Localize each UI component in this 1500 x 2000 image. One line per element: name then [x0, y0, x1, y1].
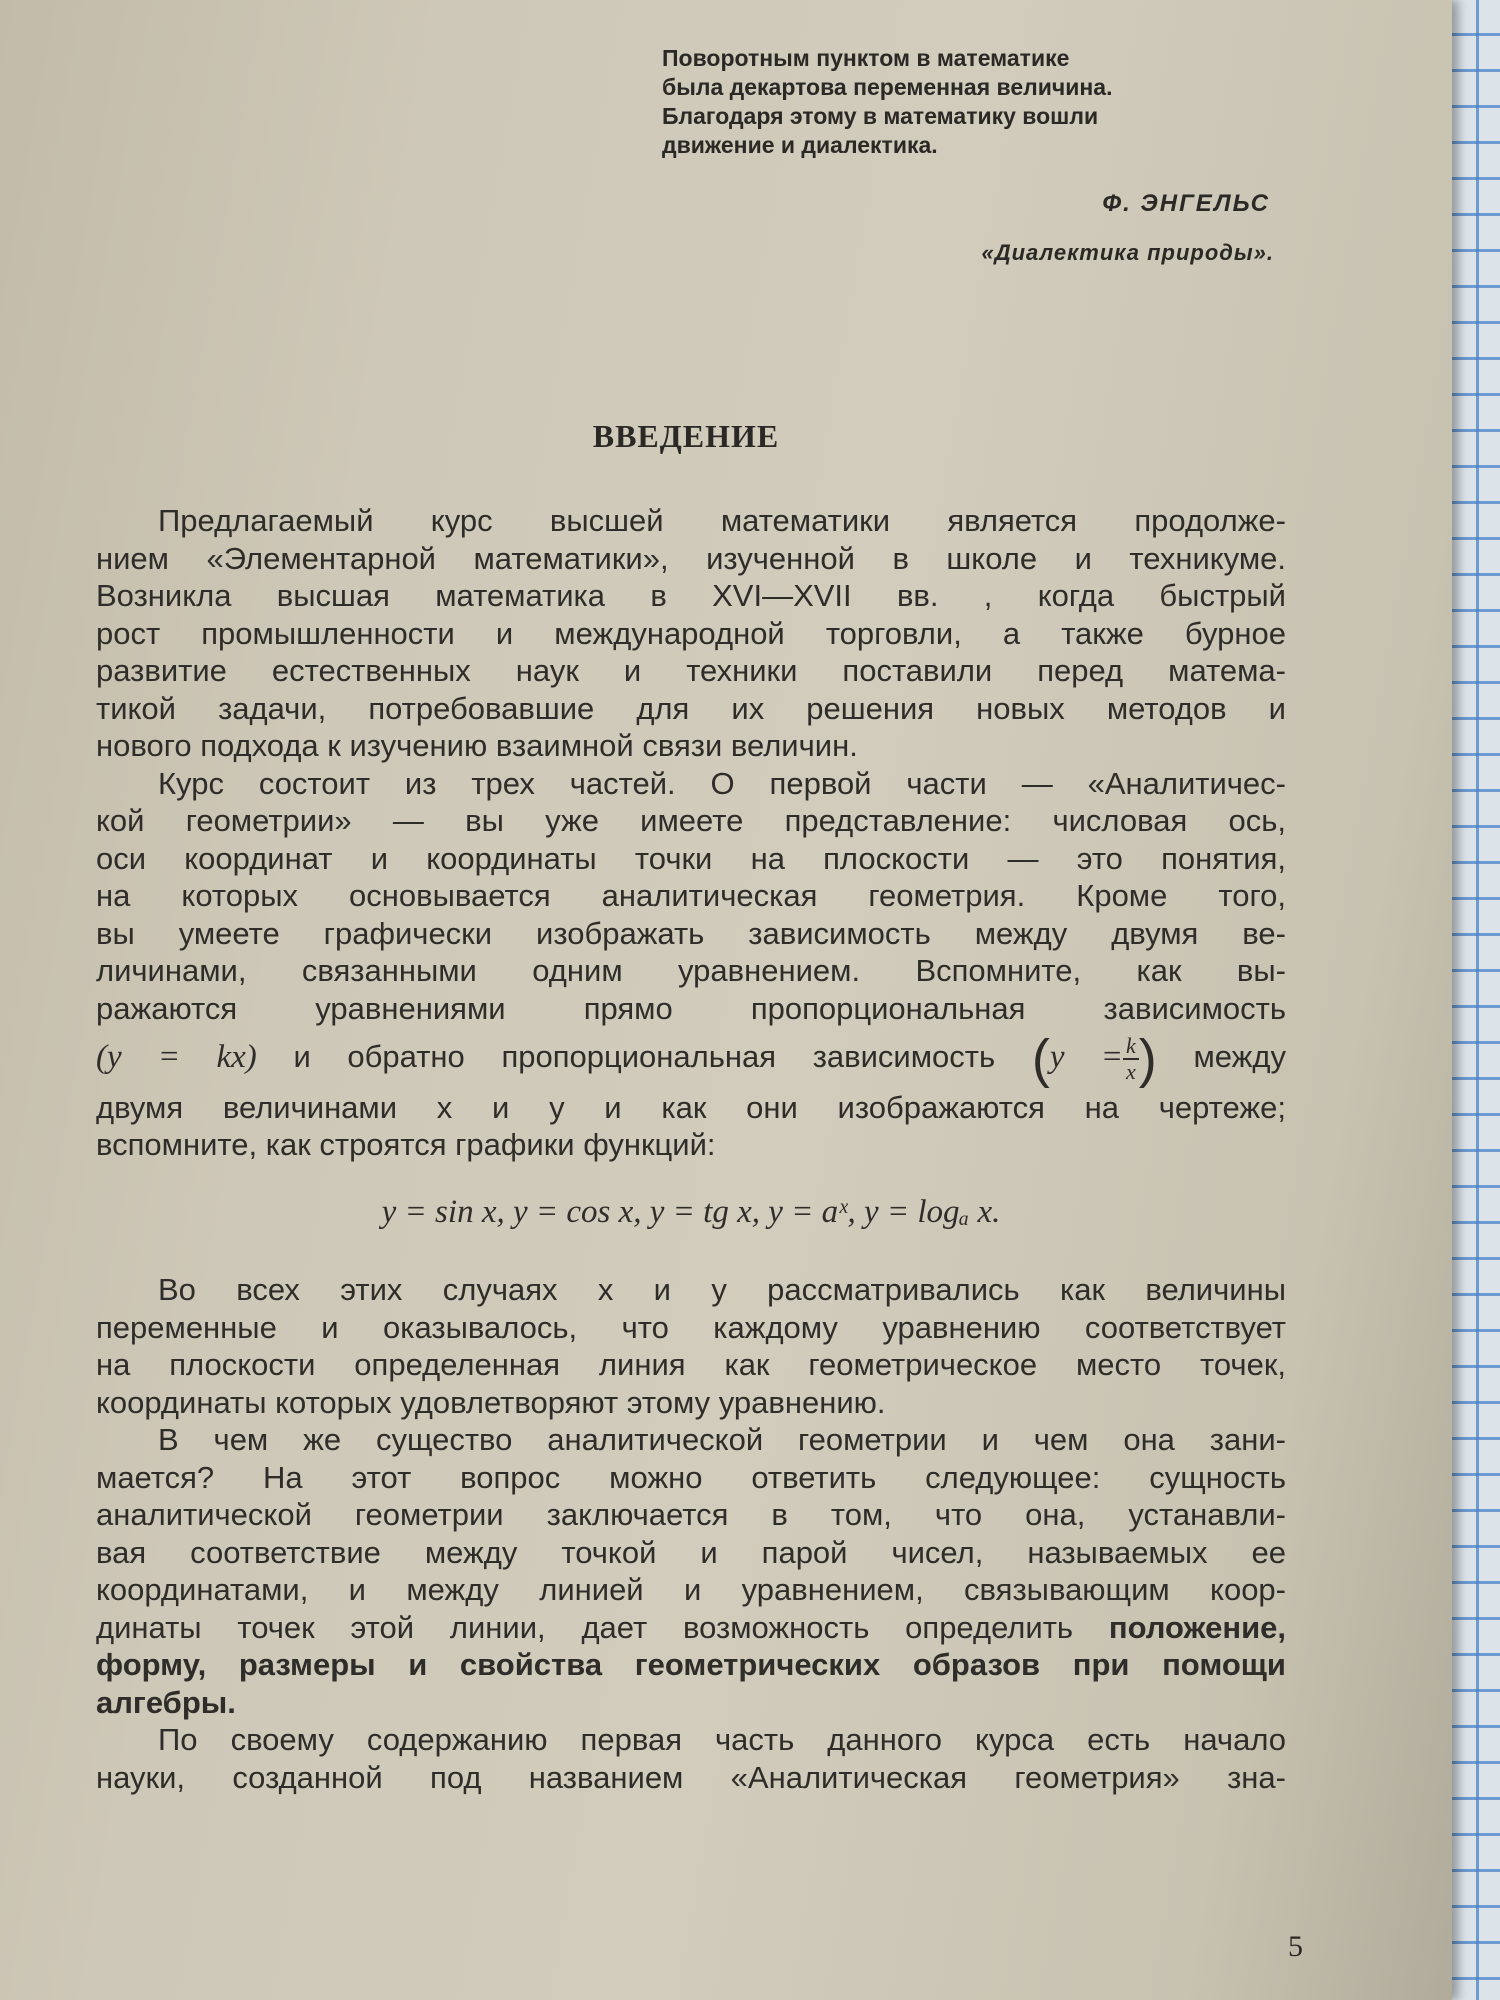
text-fragment: между	[1193, 1039, 1286, 1074]
epigraph-author: Ф. ЭНГЕЛЬС	[1102, 190, 1270, 217]
bold-text-line: алгебры.	[96, 1684, 236, 1720]
text-line: мается? На этот вопрос можно ответить следующее: сущность	[96, 1459, 1286, 1495]
text-fragment: и обратно пропорциональная зависимость	[293, 1039, 996, 1074]
text-line: вы умеете графически изображать зависимость между двумя ве-	[96, 915, 1286, 951]
text-line	[96, 1609, 1286, 1647]
text-line: ражаются уравнениями прямо пропорциональная зависимость	[96, 990, 1286, 1026]
text-line: переменные и оказывалось, что каждому уравнению соответствует	[96, 1309, 1286, 1345]
formula-lhs: y =	[1049, 1039, 1124, 1075]
epigraph-line: Благодаря этому в математику вошли	[662, 103, 1099, 129]
text-line: вспомните, как строятся графики функций:	[96, 1127, 716, 1163]
text-line: двумя величинами x и y и как они изображаются на чертеже;	[96, 1089, 1286, 1125]
text-line: науки, созданной под названием «Аналитическая геометрия» зна-	[96, 1759, 1286, 1795]
text-line: В чем же существо аналитической геометрии и чем она зани-	[158, 1422, 1286, 1458]
text-line: Предлагаемый курс высшей математики является продолже-	[158, 503, 1286, 538]
inverse-proportion-formula: (y = $\frac{k}{x}$ )	[1031, 1028, 1157, 1089]
fraction	[1123, 1034, 1139, 1084]
text-line: аналитической геометрии заключается в том, что она, устанавли-	[96, 1497, 1286, 1533]
bold-text-line: форму, размеры и свойства геометрических образов при помощи	[96, 1647, 1286, 1683]
fraction-denominator: x	[1126, 1058, 1136, 1084]
text-line: личинами, связанными одним уравнением. Вспомните, как вы-	[96, 953, 1286, 988]
text-line: нием «Элементарной математики», изученной в школе и техникуме.	[96, 540, 1286, 576]
text-line: координаты которых удовлетворяют этому уравнению.	[96, 1384, 886, 1420]
fraction-numerator: k	[1123, 1034, 1139, 1060]
text-line: Возникла высшая математика в XVI—XVII вв. , когда быстрый	[96, 578, 1286, 613]
text-line: координатами, и между линией и уравнением, связывающим коор-	[96, 1572, 1286, 1608]
epigraph	[662, 44, 1272, 160]
text-line: на плоскости определенная линия как геометрическое место точек,	[96, 1347, 1286, 1383]
functions-formula: y = sin x, y = cos x, y = tg x, y = aˣ, y = logₐ x.	[381, 1193, 1001, 1230]
text-line: оси координат и координаты точки на плоскости — это понятия,	[96, 840, 1286, 876]
text-line: Во всех этих случаях x и y рассматривались как величины	[158, 1272, 1286, 1308]
text-line: рост промышленности и международной торговли, а также бурное	[96, 615, 1286, 651]
text-line: на которых основывается аналитическая геометрия. Кроме того,	[96, 878, 1286, 913]
text-line: вая соответствие между точкой и парой чисел, называемых ее	[96, 1534, 1286, 1570]
text-line: тикой задачи, потребовавшие для их решения новых методов и	[96, 690, 1286, 726]
body-text	[96, 502, 1286, 1796]
formula-text-line	[96, 1027, 1286, 1089]
page-number: 5	[1288, 1930, 1303, 1963]
epigraph-line: была декартова переменная величина.	[662, 74, 1113, 100]
text-line: По своему содержанию первая часть данного курса есть начало	[158, 1722, 1286, 1758]
text-fragment: динаты точек этой линии, дает возможность определить	[96, 1609, 1109, 1645]
chapter-heading: ВВЕДЕНИЕ	[592, 418, 780, 454]
text-line: Курс состоит из трех частей. О первой части — «Аналитичес-	[158, 765, 1286, 801]
text-line: кой геометрии» — вы уже имеете представление: числовая ось,	[96, 803, 1286, 838]
text-line: развитие естественных наук и техники поставили перед матема-	[96, 653, 1286, 688]
direct-proportion-formula: (y = kx)	[96, 1039, 257, 1075]
epigraph-line: движение и диалектика.	[662, 132, 938, 158]
text-line: нового подхода к изучению взаимной связи величин.	[96, 728, 858, 763]
epigraph-source: «Диалектика природы».	[981, 240, 1274, 265]
bold-text-fragment: положение,	[1108, 1609, 1286, 1645]
epigraph-line: Поворотным пунктом в математике	[662, 45, 1070, 71]
